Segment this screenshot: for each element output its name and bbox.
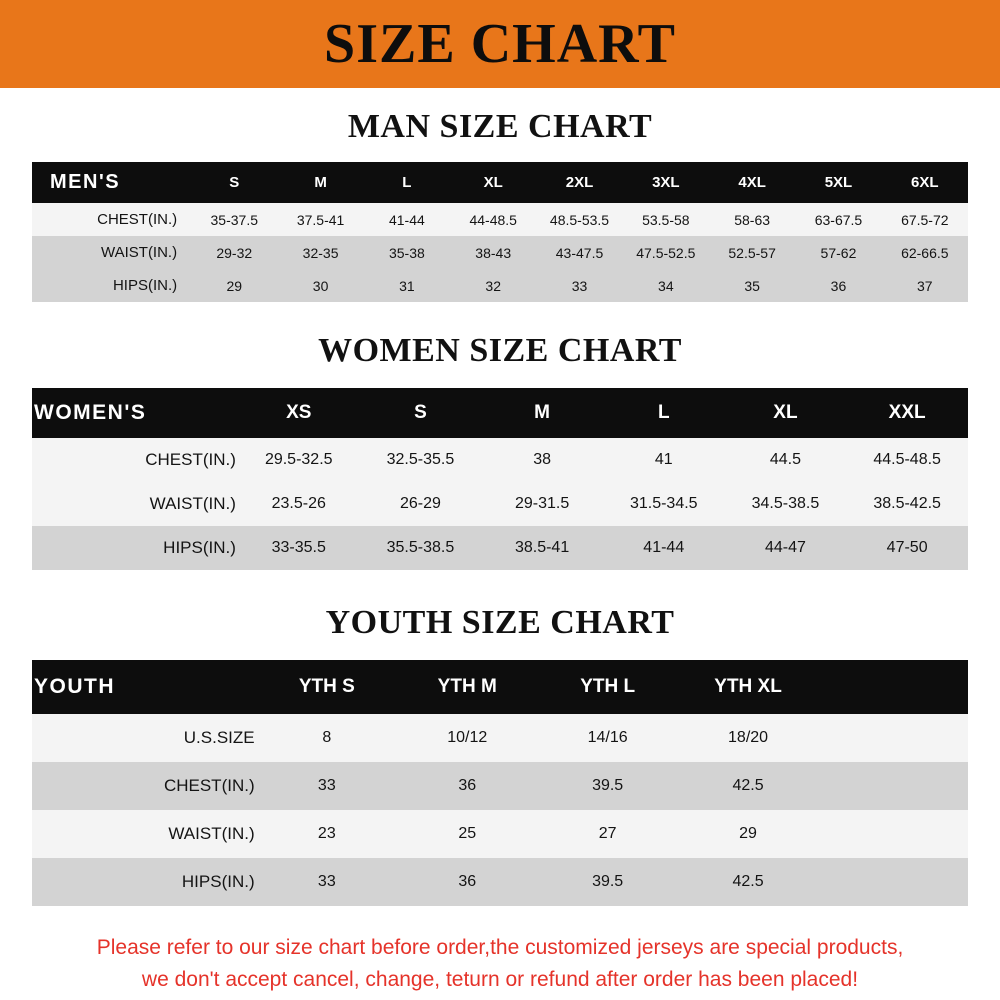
men-size-table bbox=[32, 162, 968, 302]
women-cell-0-2: 38 bbox=[481, 438, 603, 482]
men-cell-0-4: 48.5-53.5 bbox=[536, 203, 622, 236]
youth-row-label-0: U.S.SIZE bbox=[32, 714, 257, 762]
men-cell-0-6: 58-63 bbox=[709, 203, 795, 236]
youth-cell-3-spacer bbox=[818, 858, 968, 906]
women-cell-0-3: 41 bbox=[603, 438, 725, 482]
page-title: SIZE CHART bbox=[324, 13, 676, 75]
women-cell-2-4: 44-47 bbox=[725, 526, 847, 570]
women-cell-2-2: 38.5-41 bbox=[481, 526, 603, 570]
women-section-title: WOMEN SIZE CHART bbox=[318, 332, 682, 369]
women-cell-1-5: 38.5-42.5 bbox=[846, 482, 968, 526]
men-cell-1-8: 62-66.5 bbox=[882, 236, 968, 269]
men-col-1: M bbox=[277, 162, 363, 203]
youth-cell-2-0: 23 bbox=[257, 810, 397, 858]
youth-col-0: YTH S bbox=[257, 660, 397, 714]
table-row bbox=[32, 482, 968, 526]
youth-cell-3-2: 39.5 bbox=[537, 858, 677, 906]
footer-note bbox=[0, 932, 1000, 995]
women-cell-1-4: 34.5-38.5 bbox=[725, 482, 847, 526]
man-table-wrap bbox=[0, 162, 1000, 302]
women-cell-0-0: 29.5-32.5 bbox=[238, 438, 360, 482]
men-corner-label: MEN'S bbox=[32, 162, 191, 203]
youth-col-2: YTH L bbox=[537, 660, 677, 714]
women-cell-1-2: 29-31.5 bbox=[481, 482, 603, 526]
men-cell-1-6: 52.5-57 bbox=[709, 236, 795, 269]
youth-row-label-3: HIPS(IN.) bbox=[32, 858, 257, 906]
youth-cell-0-0: 8 bbox=[257, 714, 397, 762]
women-cell-1-0: 23.5-26 bbox=[238, 482, 360, 526]
table-row bbox=[32, 810, 968, 858]
table-row bbox=[32, 714, 968, 762]
men-cell-0-0: 35-37.5 bbox=[191, 203, 277, 236]
footer-note-line-1: Please refer to our size chart before order,the customized jerseys are special products, bbox=[96, 936, 904, 959]
men-cell-2-3: 32 bbox=[450, 269, 536, 302]
women-col-5: XXL bbox=[846, 388, 968, 438]
table-header-row bbox=[32, 388, 968, 438]
youth-cell-1-spacer bbox=[818, 762, 968, 810]
men-cell-2-8: 37 bbox=[882, 269, 968, 302]
women-row-label-1: WAIST(IN.) bbox=[32, 482, 238, 526]
youth-cell-3-1: 36 bbox=[397, 858, 537, 906]
men-col-2: L bbox=[364, 162, 450, 203]
men-cell-1-5: 47.5-52.5 bbox=[623, 236, 709, 269]
women-size-table bbox=[32, 388, 968, 570]
men-cell-2-5: 34 bbox=[623, 269, 709, 302]
table-row bbox=[32, 438, 968, 482]
youth-cell-3-3: 42.5 bbox=[678, 858, 818, 906]
men-cell-1-7: 57-62 bbox=[795, 236, 881, 269]
men-cell-2-1: 30 bbox=[277, 269, 363, 302]
men-cell-0-3: 44-48.5 bbox=[450, 203, 536, 236]
man-section-title: MAN SIZE CHART bbox=[347, 108, 653, 145]
men-row-label-2: HIPS(IN.) bbox=[32, 269, 191, 302]
youth-cell-0-1: 10/12 bbox=[397, 714, 537, 762]
men-cell-1-4: 43-47.5 bbox=[536, 236, 622, 269]
men-row-label-1: WAIST(IN.) bbox=[32, 236, 191, 269]
table-header-row bbox=[32, 660, 968, 714]
men-row-label-0: CHEST(IN.) bbox=[32, 203, 191, 236]
youth-col-spacer bbox=[818, 660, 968, 714]
youth-cell-1-0: 33 bbox=[257, 762, 397, 810]
women-cell-2-0: 33-35.5 bbox=[238, 526, 360, 570]
youth-cell-3-0: 33 bbox=[257, 858, 397, 906]
header-banner bbox=[0, 0, 1000, 88]
youth-cell-0-spacer bbox=[818, 714, 968, 762]
men-cell-2-6: 35 bbox=[709, 269, 795, 302]
men-col-4: 2XL bbox=[536, 162, 622, 203]
women-table-wrap bbox=[0, 388, 1000, 570]
youth-size-table bbox=[32, 660, 968, 906]
men-cell-1-0: 29-32 bbox=[191, 236, 277, 269]
youth-cell-2-1: 25 bbox=[397, 810, 537, 858]
table-header-row bbox=[32, 162, 968, 203]
men-col-0: S bbox=[191, 162, 277, 203]
men-cell-0-1: 37.5-41 bbox=[277, 203, 363, 236]
youth-cell-1-1: 36 bbox=[397, 762, 537, 810]
youth-cell-2-spacer bbox=[818, 810, 968, 858]
table-row bbox=[32, 236, 968, 269]
youth-cell-1-3: 42.5 bbox=[678, 762, 818, 810]
men-col-7: 5XL bbox=[795, 162, 881, 203]
men-cell-0-8: 67.5-72 bbox=[882, 203, 968, 236]
women-cell-1-3: 31.5-34.5 bbox=[603, 482, 725, 526]
youth-row-label-1: CHEST(IN.) bbox=[32, 762, 257, 810]
youth-corner-label: YOUTH bbox=[32, 660, 257, 714]
men-cell-2-2: 31 bbox=[364, 269, 450, 302]
women-cell-2-3: 41-44 bbox=[603, 526, 725, 570]
women-corner-label: WOMEN'S bbox=[32, 388, 238, 438]
men-col-5: 3XL bbox=[623, 162, 709, 203]
men-cell-0-2: 41-44 bbox=[364, 203, 450, 236]
youth-table-wrap bbox=[0, 660, 1000, 906]
footer-note-line-2: we don't accept cancel, change, teturn or refund after order has been placed! bbox=[141, 967, 859, 991]
youth-cell-0-2: 14/16 bbox=[537, 714, 677, 762]
men-cell-2-7: 36 bbox=[795, 269, 881, 302]
women-cell-0-1: 32.5-35.5 bbox=[360, 438, 482, 482]
men-cell-1-2: 35-38 bbox=[364, 236, 450, 269]
women-col-2: M bbox=[481, 388, 603, 438]
men-cell-2-4: 33 bbox=[536, 269, 622, 302]
women-col-3: L bbox=[603, 388, 725, 438]
table-row bbox=[32, 526, 968, 570]
table-row bbox=[32, 762, 968, 810]
youth-cell-2-3: 29 bbox=[678, 810, 818, 858]
women-col-1: S bbox=[360, 388, 482, 438]
women-cell-0-4: 44.5 bbox=[725, 438, 847, 482]
women-col-4: XL bbox=[725, 388, 847, 438]
youth-row-label-2: WAIST(IN.) bbox=[32, 810, 257, 858]
men-cell-0-5: 53.5-58 bbox=[623, 203, 709, 236]
men-cell-1-3: 38-43 bbox=[450, 236, 536, 269]
women-row-label-0: CHEST(IN.) bbox=[32, 438, 238, 482]
women-cell-2-5: 47-50 bbox=[846, 526, 968, 570]
table-row bbox=[32, 858, 968, 906]
women-cell-2-1: 35.5-38.5 bbox=[360, 526, 482, 570]
youth-cell-0-3: 18/20 bbox=[678, 714, 818, 762]
men-cell-0-7: 63-67.5 bbox=[795, 203, 881, 236]
men-col-8: 6XL bbox=[882, 162, 968, 203]
women-row-label-2: HIPS(IN.) bbox=[32, 526, 238, 570]
women-cell-1-1: 26-29 bbox=[360, 482, 482, 526]
women-col-0: XS bbox=[238, 388, 360, 438]
youth-col-1: YTH M bbox=[397, 660, 537, 714]
table-row bbox=[32, 203, 968, 236]
table-row bbox=[32, 269, 968, 302]
youth-cell-1-2: 39.5 bbox=[537, 762, 677, 810]
youth-cell-2-2: 27 bbox=[537, 810, 677, 858]
men-col-3: XL bbox=[450, 162, 536, 203]
men-cell-1-1: 32-35 bbox=[277, 236, 363, 269]
youth-section-title: YOUTH SIZE CHART bbox=[325, 604, 675, 641]
men-col-6: 4XL bbox=[709, 162, 795, 203]
youth-col-3: YTH XL bbox=[678, 660, 818, 714]
men-cell-2-0: 29 bbox=[191, 269, 277, 302]
women-cell-0-5: 44.5-48.5 bbox=[846, 438, 968, 482]
